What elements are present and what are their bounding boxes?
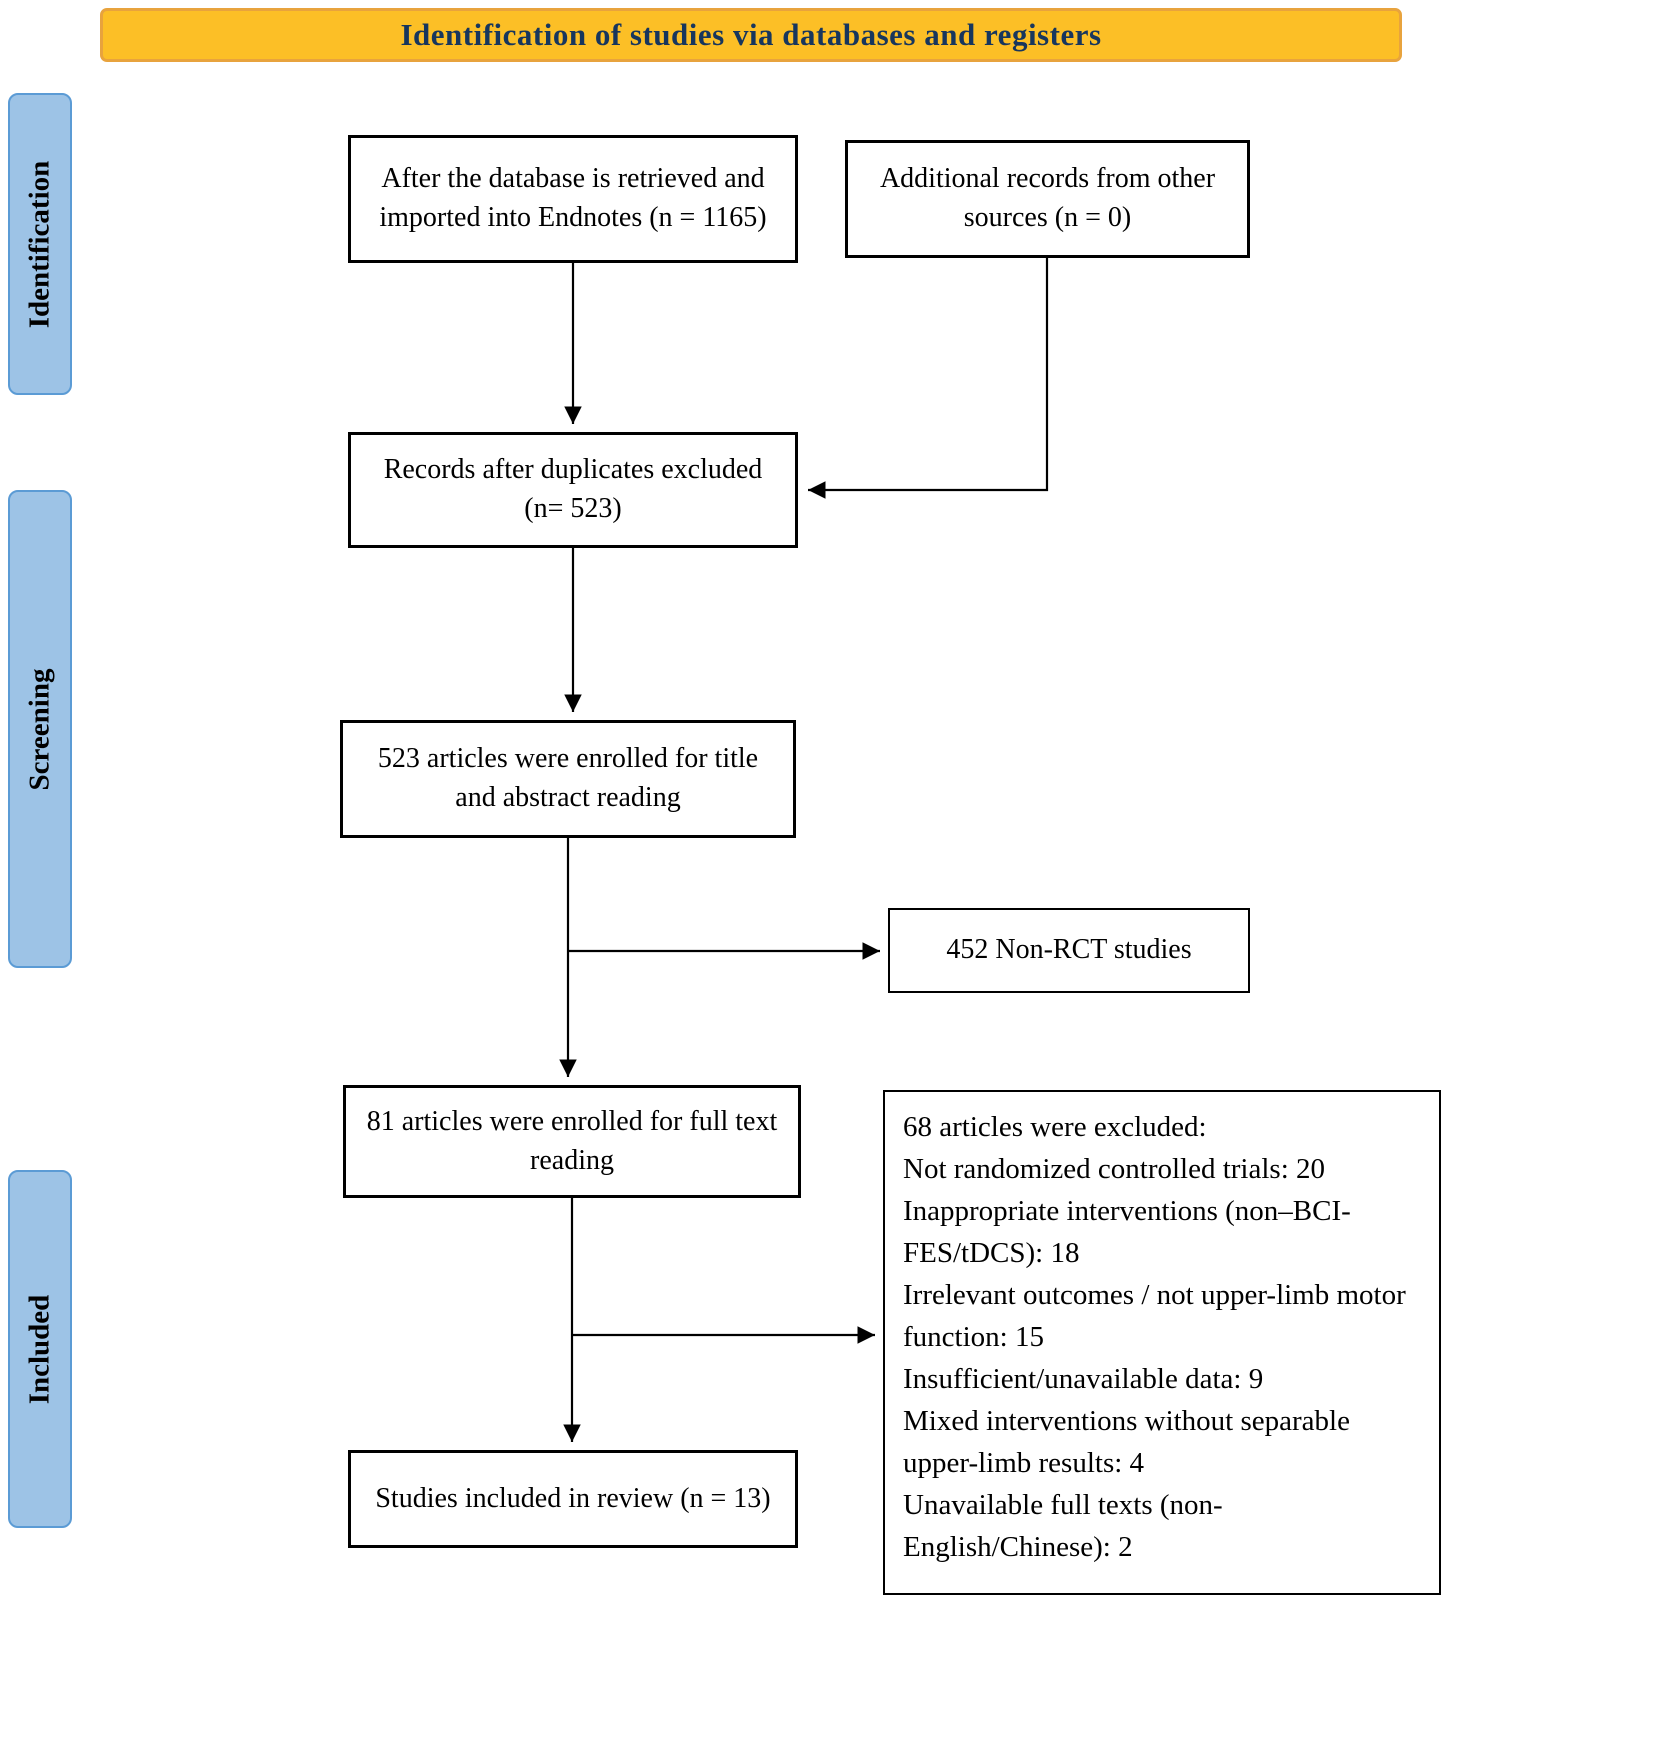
box-title-abstract-reading-text: 523 articles were enrolled for title and abstract reading xyxy=(377,743,759,813)
stage-label-screening-text: Screening xyxy=(23,668,56,790)
box-records-after-duplicates xyxy=(348,432,798,548)
stage-label-included-text: Included xyxy=(23,1294,56,1404)
box-studies-included-in-review-text: Studies included in review (n = 13) xyxy=(375,1482,771,1514)
exclusion-item: Insufficient/unavailable data: 9 xyxy=(903,1363,1264,1396)
box-database-import-text: After the database is retrieved and imported into Endnotes (n = 1165) xyxy=(379,163,767,233)
box-title-abstract-reading xyxy=(340,720,796,838)
banner-title: Identification of studies via databases and registers xyxy=(400,17,1102,52)
box-records-after-duplicates-text: Records after duplicates excluded (n= 523) xyxy=(383,454,763,524)
exclusion-item: Mixed interventions without separable upper-limb results: 4 xyxy=(903,1405,1350,1480)
box-non-rct-studies-text: 452 Non-RCT studies xyxy=(946,934,1192,966)
box-studies-included-in-review xyxy=(348,1450,798,1548)
exclusion-item: Not randomized controlled trials: 20 xyxy=(903,1153,1326,1186)
box-additional-records xyxy=(845,140,1250,258)
exclusion-item: Irrelevant outcomes / not upper-limb motor function: 15 xyxy=(903,1279,1406,1354)
box-additional-records-text: Additional records from other sources (n = 0) xyxy=(879,163,1216,233)
arrow-additional-to-duplicates xyxy=(808,258,1047,490)
exclusion-item: Unavailable full texts (non-English/Chinese): 2 xyxy=(903,1489,1223,1564)
box-full-text-reading-text: 81 articles were enrolled for full text reading xyxy=(366,1105,778,1176)
stage-label-included xyxy=(8,1170,72,1528)
exclusion-title: 68 articles were excluded: xyxy=(903,1111,1207,1143)
box-non-rct-studies xyxy=(888,908,1250,993)
exclusion-item: Inappropriate interventions (non–BCI-FES/tDCS): 18 xyxy=(903,1195,1351,1270)
box-full-text-reading xyxy=(343,1085,801,1198)
stage-label-identification-text: Identification xyxy=(23,160,56,328)
stage-label-identification xyxy=(8,93,72,395)
stage-label-screening xyxy=(8,490,72,968)
box-exclusion-reasons xyxy=(883,1090,1441,1595)
box-database-import xyxy=(348,135,798,263)
banner-identification-of-studies xyxy=(100,8,1402,62)
